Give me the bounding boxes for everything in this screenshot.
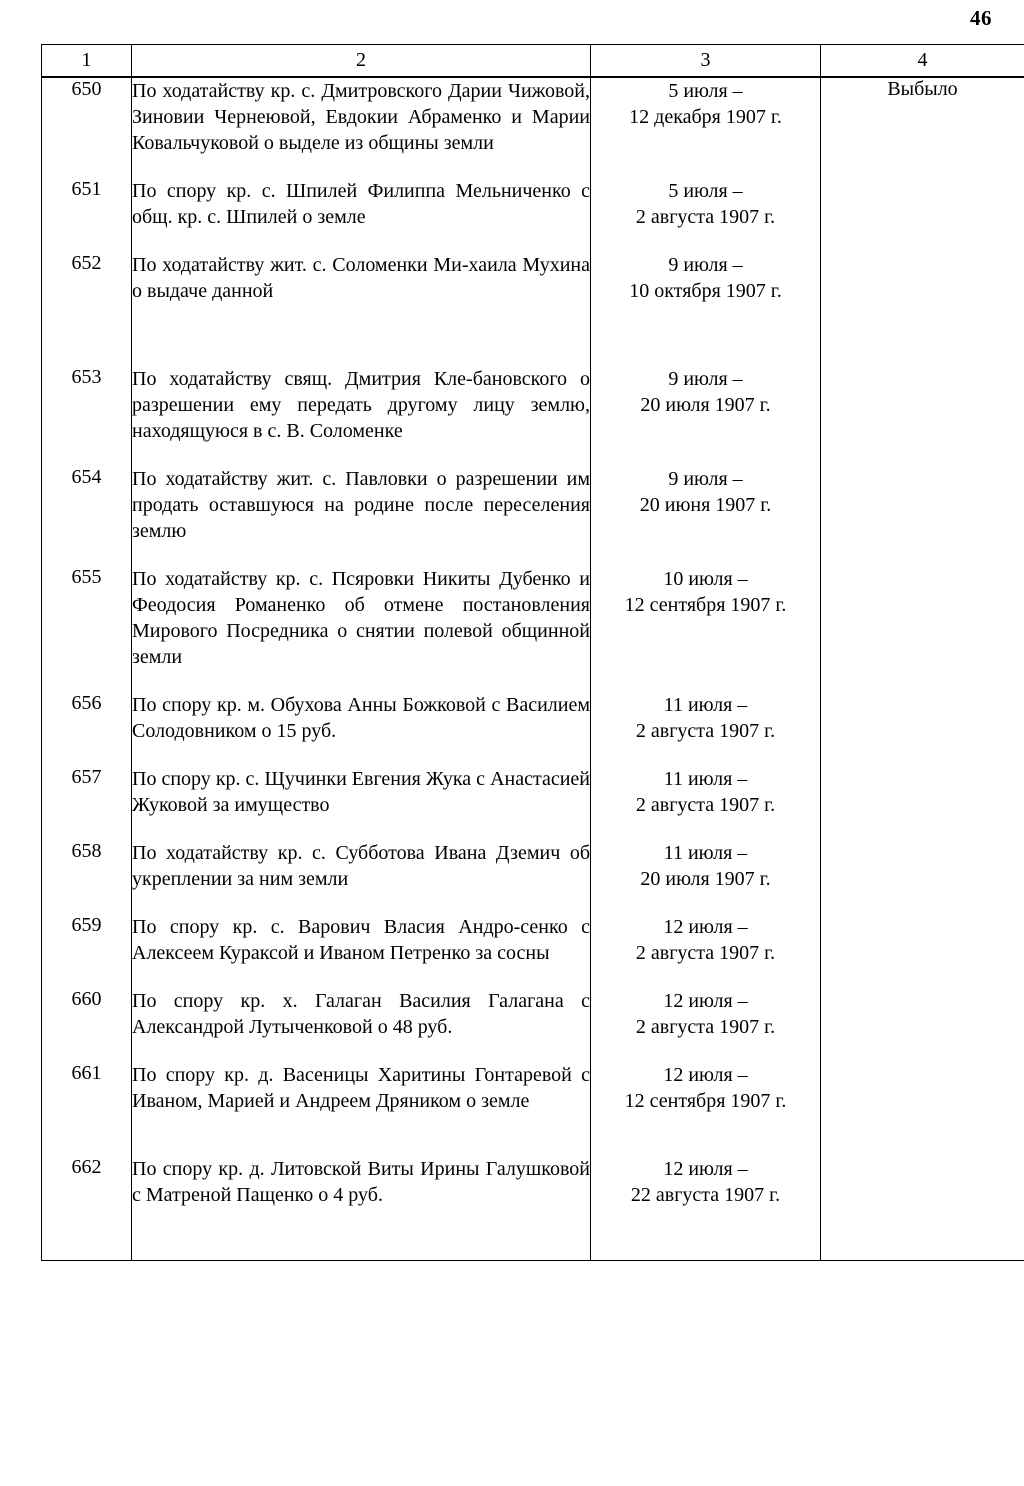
table-body [42, 77, 1024, 1260]
date-from: 12 июля – [663, 990, 748, 1012]
row-dates [591, 77, 821, 156]
column-header-3: 3 [591, 45, 821, 78]
row-description: По спору кр. с. Варович Власия Андро-сенко с Алексеем Кураксой и Иваном Петренко за сосны [132, 916, 590, 964]
row-number: 658 [42, 840, 132, 892]
row-description: По ходатайству свящ. Дмитрия Кле-бановского о разрешении ему передать другому лицу землю, находящуюся в с. В. Соломенке [132, 368, 590, 442]
row-dates [591, 840, 821, 892]
date-to: 10 октября 1907 г. [629, 280, 782, 302]
row-number: 653 [42, 366, 132, 444]
note-text: Выбыло [887, 78, 958, 100]
row-number: 659 [42, 914, 132, 966]
date-to: 2 августа 1907 г. [635, 206, 776, 228]
row-number: 660 [42, 988, 132, 1040]
row-dates [591, 1062, 821, 1114]
date-to: 2 августа 1907 г. [635, 1016, 776, 1038]
date-from: 9 июля – [668, 468, 743, 490]
row-number: 662 [42, 1156, 132, 1208]
row-dates [591, 366, 821, 444]
column-header-2: 2 [132, 45, 591, 78]
date-from: 5 июля – [668, 80, 743, 102]
row-number: 655 [42, 566, 132, 670]
row-dates [591, 252, 821, 304]
column-header-1: 1 [42, 45, 132, 78]
date-from: 11 июля – [663, 768, 748, 790]
date-from: 12 июля – [663, 1158, 748, 1180]
date-to: 20 июля 1907 г. [640, 868, 771, 890]
row-dates [591, 914, 821, 966]
date-from: 10 июля – [663, 568, 748, 590]
date-from: 9 июля – [668, 254, 743, 276]
row-number: 657 [42, 766, 132, 818]
row-dates [591, 566, 821, 670]
row-description: По ходатайству жит. с. Соломенки Ми-хаила Мухина о выдаче данной [132, 254, 590, 302]
date-to: 20 июня 1907 г. [639, 494, 772, 516]
date-from: 11 июля – [663, 694, 748, 716]
row-description: По спору кр. с. Щучинки Евгения Жука с Анастасией Жуковой за имущество [132, 768, 590, 816]
table-header-row [42, 45, 1024, 78]
row-dates [591, 178, 821, 230]
row-dates [591, 692, 821, 744]
row-description: По спору кр. с. Шпилей Филиппа Мельниченко с общ. кр. с. Шпилей о земле [132, 180, 590, 228]
date-to: 12 декабря 1907 г. [629, 106, 782, 128]
row-number: 656 [42, 692, 132, 744]
row-description: По ходатайству кр. с. Псяровки Никиты Дубенко и Феодосия Романенко об отмене постановления Мирового Посредника о снятии полевой общинной земли [132, 568, 590, 668]
row-dates [591, 988, 821, 1040]
row-dates [591, 766, 821, 818]
page-number: 46 [970, 6, 992, 30]
row-dates [591, 466, 821, 544]
row-number: 654 [42, 466, 132, 544]
date-from: 9 июля – [668, 368, 743, 390]
row-number: 661 [42, 1062, 132, 1114]
date-to: 2 августа 1907 г. [635, 942, 776, 964]
row-description: По спору кр. х. Галаган Василия Галагана с Александрой Лутыченковой о 48 руб. [132, 990, 590, 1038]
row-description: По спору кр. м. Обухова Анны Божковой с Василием Солодовником о 15 руб. [132, 694, 590, 742]
row-number: 652 [42, 252, 132, 304]
date-to: 20 июля 1907 г. [640, 394, 771, 416]
row-description: По ходатайству кр. с. Субботова Ивана Дземич об укреплении за ним земли [132, 842, 590, 890]
date-to: 2 августа 1907 г. [635, 720, 776, 742]
row-description: По ходатайству кр. с. Дмитровского Дарии Чижовой, Зиновии Чернеювой, Евдокии Абраменко и Марии Ковальчуковой о выделе из общины земли [132, 77, 591, 156]
row-description: По спору кр. д. Васеницы Харитины Гонтаревой с Иваном, Марией и Андреем Дряником о земле [132, 1064, 590, 1112]
row-description: По ходатайству жит. с. Павловки о разрешении им продать оставшуюся на родине после переселения землю [132, 468, 590, 542]
date-to: 12 сентября 1907 г. [624, 1090, 787, 1112]
table-row [42, 77, 1024, 156]
date-from: 12 июля – [663, 1064, 748, 1086]
note-column-cell [821, 77, 1024, 1208]
table-bottom-filler [42, 1208, 1024, 1260]
row-dates [591, 1156, 821, 1208]
date-from: 11 июля – [663, 842, 748, 864]
date-to: 12 сентября 1907 г. [624, 594, 787, 616]
date-from: 5 июля – [668, 180, 743, 202]
row-description: По спору кр. д. Литовской Виты Ирины Галушковой с Матреной Пащенко о 4 руб. [132, 1158, 590, 1206]
register-table [41, 44, 1024, 1261]
date-to: 2 августа 1907 г. [635, 794, 776, 816]
row-number: 651 [42, 178, 132, 230]
column-header-4: 4 [821, 45, 1024, 78]
row-number: 650 [42, 77, 132, 156]
date-to: 22 августа 1907 г. [630, 1184, 781, 1206]
date-from: 12 июля – [663, 916, 748, 938]
